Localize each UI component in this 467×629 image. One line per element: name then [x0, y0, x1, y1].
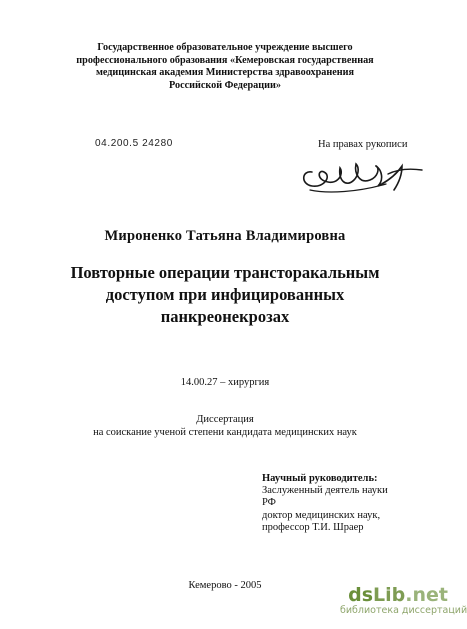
institution-header [60, 42, 390, 92]
dslib-logo: dsLib.net [348, 584, 448, 606]
supervisor-line: Заслуженный деятель науки [262, 485, 388, 497]
supervisor-heading: Научный руководитель: [262, 473, 378, 484]
institution-line: Государственное образовательное учреждение высшего [97, 42, 353, 53]
archive-stamp-code: 04.200.5 24280 [95, 138, 173, 149]
title-line: панкреонекрозах [160, 307, 290, 326]
dissertation-title [0, 262, 450, 328]
title-line: доступом при инфицированных [105, 285, 345, 304]
signature-icon [298, 150, 428, 200]
city-and-year: Кемерово - 2005 [188, 580, 262, 591]
institution-line: медицинская академия Министерства здравоохранения [95, 67, 355, 78]
supervisor-line: РФ [262, 497, 276, 509]
document-type: Диссертация [196, 414, 254, 425]
degree-statement [0, 414, 450, 439]
institution-line: профессионального образования «Кемеровская государственная [76, 54, 374, 66]
supervisor-line: профессор Т.И. Шраер [262, 521, 364, 533]
author-name: Мироненко Татьяна Владимировна [104, 228, 346, 244]
dslib-watermark [340, 584, 467, 617]
scientific-supervisor [262, 473, 388, 534]
watermark-subtitle: библиотека диссертаций [340, 605, 467, 616]
degree-line: на соискание ученой степени кандидата медицинских наук [93, 426, 357, 438]
specialty-code: 14.00.27 – хирургия [180, 377, 270, 388]
manuscript-rights-note: На правах рукописи [318, 139, 408, 150]
supervisor-line: доктор медицинских наук, [262, 509, 381, 521]
institution-line: Российской Федерации» [169, 79, 281, 91]
title-line: Повторные операции трансторакальным [70, 263, 380, 282]
